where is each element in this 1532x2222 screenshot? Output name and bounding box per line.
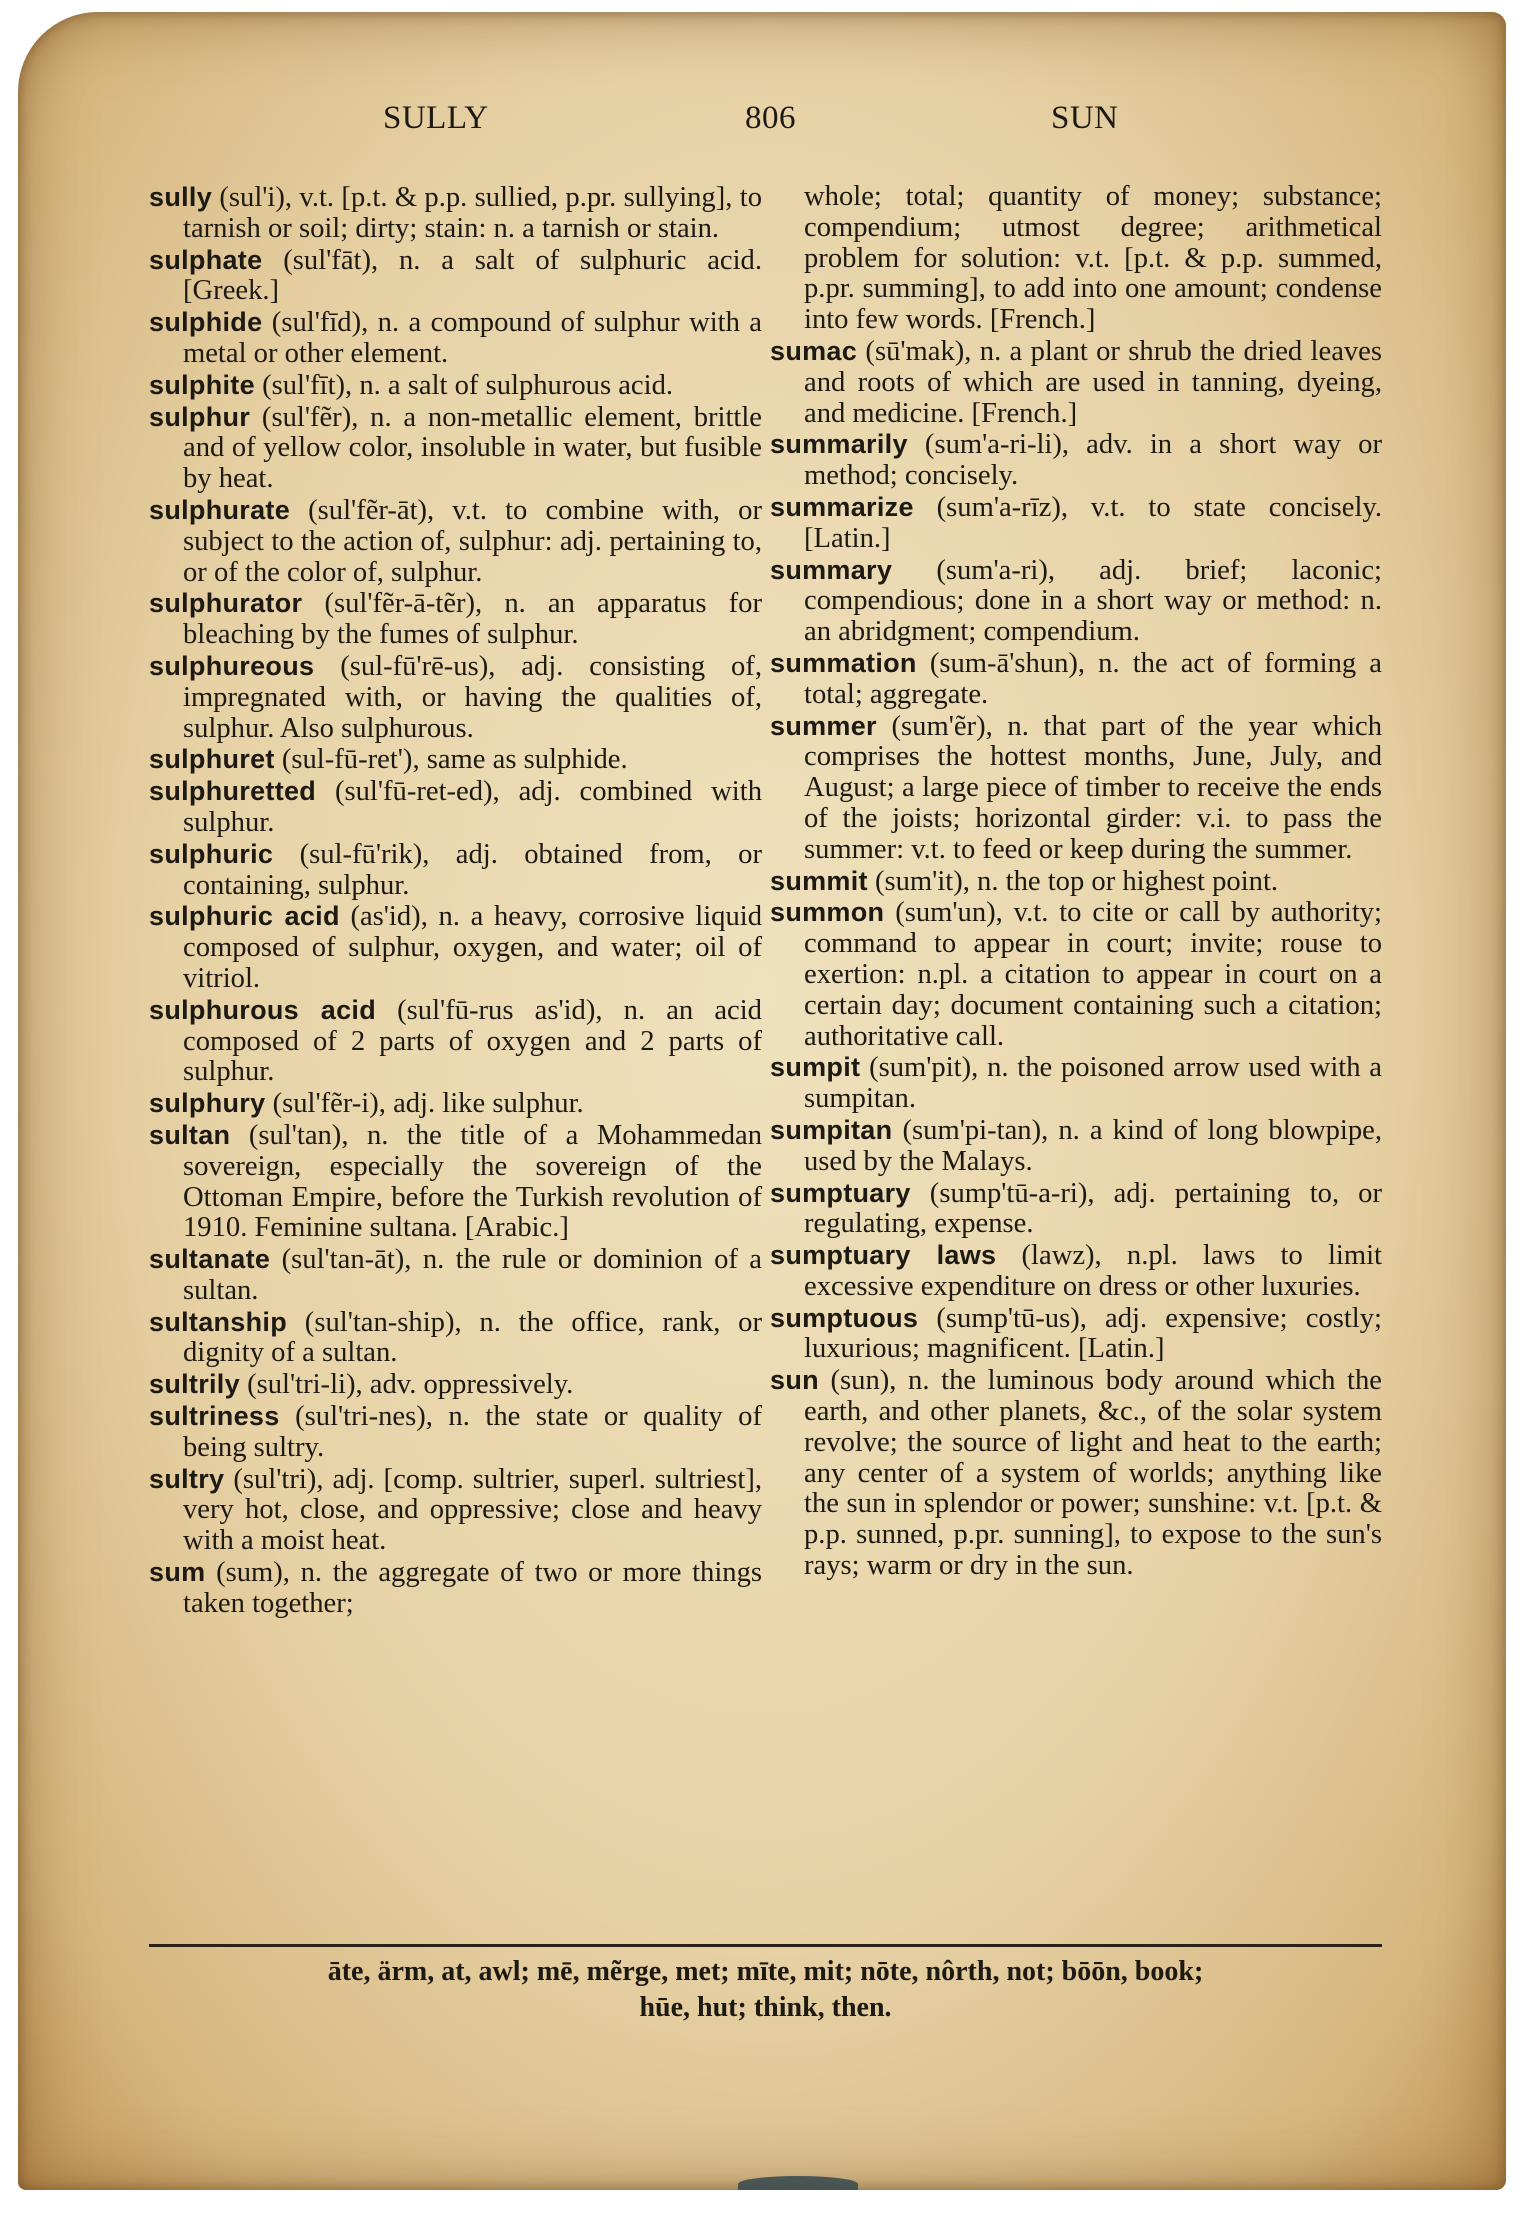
headword: sulphuric acid (149, 901, 340, 932)
headword: sumpitan (770, 1114, 893, 1145)
headword: sully (149, 182, 213, 212)
definition: (sul'tan), n. the title of a Mohammedan sovereign, especially the sovereign of the Ottoman Empire, before the Turkish revolution of 1910. Feminine sultana. [Arabic.] (183, 1119, 763, 1244)
headword: sumptuary laws (770, 1240, 997, 1271)
continued-entry: whole; total; quantity of money; substance; compendium; utmost degree; arithmetical problem for solution: v.t. [p.t. & p.p. summed, p.pr. summing], to add into one amount; condense into few words. [French.] (804, 181, 1382, 336)
dictionary-entry (149, 1244, 762, 1307)
dictionary-entry (770, 866, 1382, 898)
dictionary-entry (770, 711, 1382, 866)
headword: sulphuret (149, 744, 275, 775)
headword: sum (149, 1557, 206, 1588)
dictionary-entry (770, 555, 1382, 648)
dictionary-entry (149, 402, 762, 495)
dictionary-entry (149, 245, 762, 308)
headword: sun (770, 1365, 819, 1396)
dictionary-entry (149, 1369, 762, 1401)
definition: (sul'tan-āt), n. the rule or dominion of a sultan. (183, 1244, 762, 1306)
right-column (770, 182, 1382, 1582)
pronunciation-key (149, 1954, 1382, 2026)
definition: (sul'fẽr-āt), v.t. to combine with, or subject to the action of, sulphur: adj. pertaining to, or of the color of, sulphur. (183, 494, 762, 588)
guide-word-left: SULLY (383, 100, 489, 136)
definition: (sul-fū'rik), adj. obtained from, or containing, sulphur. (183, 838, 762, 901)
headword: summon (770, 897, 885, 928)
definition: (sum'pi-tan), n. a kind of long blowpipe, used by the Malays. (804, 1114, 1382, 1177)
dictionary-entry (770, 1303, 1382, 1366)
definition: (sul-fū'rē-us), adj. consisting of, impregnated with, or having the qualities of, sulphur. Also sulphurous. (183, 650, 762, 744)
dictionary-entry (149, 1401, 762, 1464)
page-number: 806 (745, 100, 796, 136)
dictionary-entry (770, 1052, 1382, 1115)
headword: sumptuary (770, 1177, 911, 1208)
definition: (sul'tri), adj. [comp. sultrier, superl. sultriest], very hot, close, and oppressive; close and heavy with a moist heat. (183, 1463, 762, 1557)
definition: (sul'fāt), n. a salt of sulphuric acid. [Greek.] (183, 244, 762, 307)
definition: (sum'a-rīz), v.t. to state concisely. [Latin.] (804, 491, 1382, 554)
dictionary-entry (770, 429, 1382, 492)
headword: sulphite (149, 369, 255, 400)
dictionary-entry (770, 492, 1382, 555)
dictionary-entry (149, 651, 762, 744)
dictionary-entry (149, 744, 762, 776)
definition: (sul'fū-rus as'id), n. an acid composed of 2 parts of oxygen and 2 parts of sulphur. (183, 994, 762, 1088)
headword: summer (770, 710, 877, 741)
headword: sultanship (149, 1306, 288, 1337)
dictionary-entry (149, 588, 762, 651)
definition: (sun), n. the luminous body around which the earth, and other planets, &c., of the solar system revolve; the source of light and heat to the earth; any center of a system of worlds; anything like the sun in splendor or power; sunshine: v.t. [p.t. & p.p. sunned, p.pr. sunning], to expose to the sun's rays; warm or dry in the sun. (804, 1365, 1382, 1582)
definition: (sul'fẽr), n. a non-metallic element, brittle and of yellow color, insoluble in water, but fusible by heat. (183, 401, 762, 495)
headword: sulphuric (149, 838, 274, 869)
definition: (sul'tri-li), adv. oppressively. (247, 1369, 574, 1401)
headword: sultriness (149, 1401, 280, 1432)
headword: sulphide (149, 307, 263, 338)
dictionary-entry (770, 897, 1382, 1052)
dictionary-entry (149, 839, 762, 902)
headword: sulphurator (149, 588, 303, 619)
dictionary-entry (770, 1178, 1382, 1241)
dictionary-entry (149, 1120, 762, 1244)
dictionary-page (18, 12, 1506, 2190)
headword: sulphur (149, 401, 251, 432)
dictionary-entry (149, 182, 762, 245)
headword: sultan (149, 1119, 231, 1150)
headword: sulphurate (149, 494, 291, 525)
dictionary-entry (770, 336, 1382, 429)
definition: (sul'tan-ship), n. the office, rank, or dignity of a sultan. (183, 1306, 762, 1369)
dictionary-entry (149, 1088, 762, 1120)
definition: (sum'a-ri), adj. brief; laconic; compendious; done in a short way or method: n. an abridgment; compendium. (804, 554, 1382, 648)
dictionary-entry (770, 1115, 1382, 1178)
headword: sultanate (149, 1244, 271, 1275)
definition: (sul'tri-nes), n. the state or quality of being sultry. (183, 1401, 763, 1463)
definition: (lawz), n.pl. laws to limit excessive expenditure on dress or other luxuries. (804, 1240, 1382, 1302)
headword: sulphureous (149, 650, 315, 681)
definition: (sū'mak), n. a plant or shrub the dried leaves and roots of which are used in tanning, dyeing, and medicine. [French.] (804, 335, 1382, 429)
definition: (as'id), n. a heavy, corrosive liquid composed of sulphur, oxygen, and water; oil of vitriol. (183, 901, 762, 994)
dictionary-entry (149, 1557, 762, 1620)
definition: (sul'fẽr-i), adj. like sulphur. (272, 1088, 584, 1120)
headword: sultrily (149, 1369, 240, 1400)
definition: (sump'tū-us), adj. expensive; costly; luxurious; magnificent. [Latin.] (804, 1302, 1382, 1365)
definition: (sul'fẽr-ā-tẽr), n. an apparatus for bleaching by the fumes of sulphur. (183, 588, 762, 651)
definition: (sul'fīd), n. a compound of sulphur with a metal or other element. (183, 307, 762, 369)
definition: (sum'a-ri-li), adv. in a short way or method; concisely. (804, 429, 1382, 492)
headword: summarize (770, 491, 914, 522)
headword: sulphate (149, 244, 263, 275)
headword: sumpit (770, 1052, 861, 1083)
ink-stain (738, 2176, 858, 2190)
definition: (sum'ẽr), n. that part of the year which comprises the hottest months, June, July, and August; a large piece of timber to receive the ends of the joists; horizontal girder: v.i. to pass the summer: v.t. to feed or keep during the summer. (804, 710, 1382, 865)
headword: summarily (770, 429, 908, 460)
headword: sulphuretted (149, 776, 317, 807)
dictionary-entry (149, 776, 762, 839)
definition: (sul-fū-ret'), same as sulphide. (281, 744, 628, 776)
definition: (sum'un), v.t. to cite or call by authority; command to appear in court; invite; rouse to exertion: n.pl. a citation to appear in court on a certain day; document containing such a citation; authoritative call. (804, 897, 1382, 1052)
headword: sulphury (149, 1088, 266, 1119)
dictionary-entry (149, 370, 762, 402)
running-head (18, 100, 1506, 140)
pronunciation-key-line-1: āte, ärm, at, awl; mē, mẽrge, met; mīte, mit; nōte, nôrth, not; bōōn, book; (327, 1956, 1204, 1987)
definition: (sum'it), n. the top or highest point. (874, 865, 1279, 897)
headword: sumptuous (770, 1302, 919, 1333)
dictionary-entry (149, 901, 762, 994)
dictionary-entry (149, 1464, 762, 1557)
dictionary-entry (149, 1307, 762, 1370)
dictionary-entry (149, 495, 762, 588)
dictionary-entry (770, 648, 1382, 711)
headword: sultry (149, 1463, 225, 1494)
definition: (sump'tū-a-ri), adj. pertaining to, or regulating, expense. (804, 1177, 1382, 1240)
definition: (sum), n. the aggregate of two or more things taken together; (183, 1557, 762, 1619)
headword: sulphurous acid (149, 994, 377, 1025)
headword: summit (770, 865, 868, 896)
dictionary-entry (149, 307, 762, 370)
dictionary-entry (770, 1365, 1382, 1582)
headword: summary (770, 554, 893, 585)
definition: (sum'pit), n. the poisoned arrow used with a sumpitan. (804, 1052, 1382, 1115)
dictionary-entry (770, 1240, 1382, 1303)
dictionary-entry (149, 995, 762, 1088)
headword: summation (770, 647, 917, 678)
definition: (sul'fīt), n. a salt of sulphurous acid. (262, 369, 674, 401)
definition: (sum-ā'shun), n. the act of forming a total; aggregate. (804, 647, 1382, 710)
left-column (149, 182, 762, 1620)
footer-rule (149, 1944, 1382, 1947)
guide-word-right: SUN (1051, 100, 1119, 136)
definition: (sul'fū-ret-ed), adj. combined with sulphur. (183, 776, 762, 838)
definition: (sul'i), v.t. [p.t. & p.p. sullied, p.pr. sullying], to tarnish or soil; dirty; stain: n. a tarnish or stain. (183, 182, 762, 244)
headword: sumac (770, 335, 858, 366)
pronunciation-key-line-2: hūe, hut; think, then. (639, 1992, 892, 2023)
